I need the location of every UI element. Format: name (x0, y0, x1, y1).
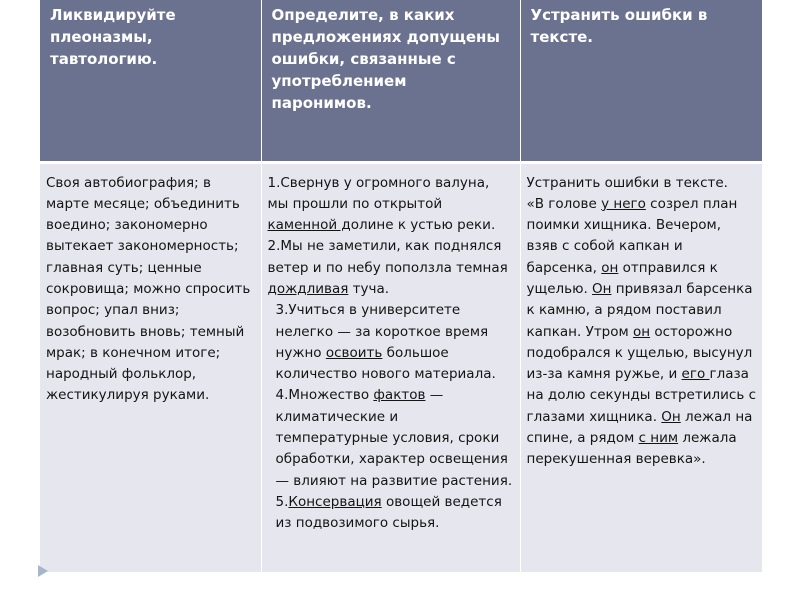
sentence-5-text-b: овощей ведется из подвозимого сырья. (275, 493, 502, 532)
sentence-5 (268, 492, 514, 535)
passage-underlined-2: он (601, 259, 619, 276)
passage-underlined-1: у него (601, 195, 646, 212)
passage-underlined-4: он (632, 323, 651, 340)
text-fix-title: Устранить ошибки в тексте. (526, 174, 728, 191)
sentence-5-text-a: 5. (275, 493, 289, 510)
text-fix-cell (520, 162, 762, 572)
sentence-3-text-b: большое количество нового материала. (275, 344, 496, 383)
passage-underlined-3: Он (592, 280, 612, 297)
sentence-4-text-b: — климатические и температурные условия, сроки обработки, характер освещения — влияют на развитие растения. (275, 387, 513, 489)
passage-part-1: «В голове (526, 195, 602, 212)
header-fix-errors: Устранить ошибки в тексте. (520, 0, 762, 162)
text-fix-passage (527, 194, 757, 471)
passage-part-7: лежал на спине, а рядом (526, 408, 753, 447)
sentence-1-underlined: каменной д (267, 217, 351, 234)
sentence-2-text-a: 2.Мы не заметили, как поднялся ветер и по небу поползла темная (267, 238, 508, 276)
pleonasms-text: Своя автобиография; в марте месяце; объединить воедино; закономерно вытекает закономерность; главная суть; ценные сокровища; можно спросить вопрос; упал вниз; возобновить вновь; темный мрак; в конечном итоге; народный фольклор, жестикулируя руками. (46, 174, 251, 404)
passage-part-8: лежала перекушенная веревка». (526, 430, 737, 468)
header-row (40, 0, 762, 162)
body-row (40, 162, 762, 572)
pleonasms-cell (40, 162, 261, 572)
passage-part-2: созрел план поимки хищника. Вечером, взяв с собой капкан и барсенка, (526, 195, 738, 276)
passage-part-6: глаза на долю секунды встретились с глазами хищника. (526, 366, 756, 425)
paronyms-cell (261, 162, 520, 572)
passage-part-4: привязал барсенка к камню, а рядом поставил капкан. Утром (526, 280, 753, 340)
exercise-table (40, 0, 762, 572)
sentence-5-underlined: Консервация (288, 493, 382, 510)
sentence-2-underlined: дождливая (267, 280, 349, 297)
header-paronyms: Определите, в каких предложениях допущены ошибки, связанные с употреблением паронимов. (261, 0, 520, 162)
header-pleonasms: Ликвидируйте плеоназмы, тавтологию. (40, 0, 261, 162)
passage-underlined-5: его (681, 366, 710, 383)
sentence-2 (268, 236, 514, 300)
sentence-4-text-a: 4.Множество (275, 387, 374, 404)
sentence-3 (268, 300, 514, 385)
slide-bullet-icon (38, 565, 48, 577)
sentence-1-text-b: олине к устью реки. (350, 217, 496, 234)
sentence-4 (268, 385, 514, 491)
sentence-3-text-a: 3.Учиться в университете нелегко — за короткое время нужно (275, 302, 489, 361)
passage-underlined-6: Он (661, 408, 681, 425)
passage-underlined-7: с ним (638, 430, 679, 447)
passage-part-3: отправился к ущелью. (526, 259, 718, 297)
sentence-1-text-a: 1.Свернув у огромного валуна, мы прошли по открытой (267, 174, 490, 212)
passage-part-5: осторожно подобрался к ущелью, высунул из-за камня ружье, и (526, 323, 753, 383)
sentence-2-text-b: туча. (348, 280, 390, 297)
sentence-1 (268, 173, 514, 237)
sentence-3-underlined: освоить (325, 344, 383, 361)
sentence-4-underlined: фактов (373, 387, 426, 404)
